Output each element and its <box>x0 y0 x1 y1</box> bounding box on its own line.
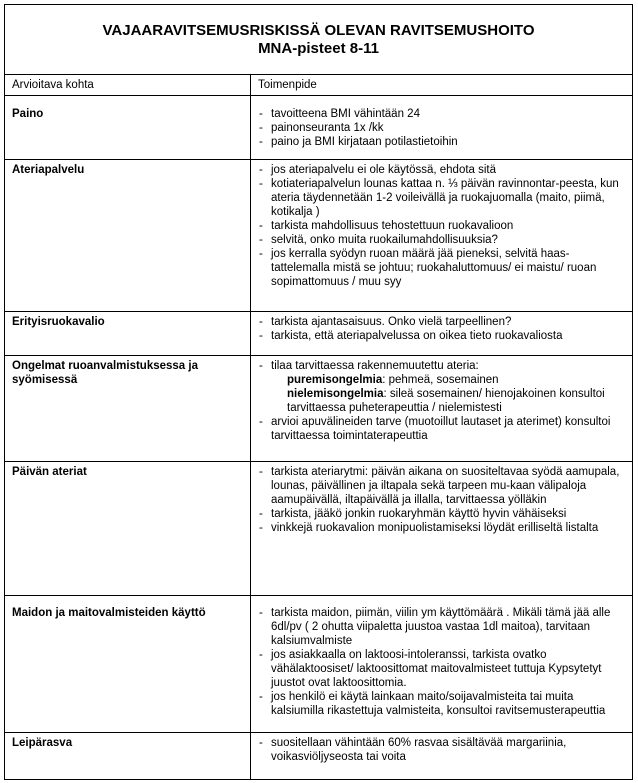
list-item: - tarkista ateriarytmi: päivän aikana on suositeltavaa syödä aamupala, lounas, päivällinen ja iltapala sekä tarpeen mu-kaan välipaloja aamupäivällä, iltapäivällä ja illalla, tarvittaessa yölläkin <box>259 466 620 506</box>
list-item: - paino ja BMI kirjataan potilastietoihin <box>259 136 458 148</box>
sub-item-nielemis: nielemisongelmia: sileä sosemainen/ hienojakoinen konsultoi tarvittaessa puheterapeuttia / nielemistesti <box>287 388 605 414</box>
row-actions <box>251 312 632 343</box>
list-item: - kotiateriapalvelun lounas kattaa n. ⅓ päivän ravinnontar-peesta, kun ateria täydennetään 1-2 voileivällä ja ruokajuomalla (maito, piimä, kotikalja ) <box>259 178 619 218</box>
table-row-erityisruokavalio <box>5 312 632 356</box>
table-row-ongelmat <box>5 356 632 462</box>
title-line-2: MNA-pisteet 8-11 <box>258 40 379 57</box>
list-item: - jos ateriapalvelu ei ole käytössä, ehdota sitä <box>259 164 497 176</box>
list-item: - tarkista, jääkö jonkin ruokaryhmän käyttö hyvin vähäiseksi <box>259 508 567 520</box>
row-label: Ateriapalvelu <box>5 160 251 311</box>
list-item: - jos kerralla syödyn ruoan määrä jää pieneksi, selvitä haas-tattelemalla mistä se johtuu; ruokahaluttomuus/ ei maistu/ ruoan sopimattomuus / muu syy <box>259 248 597 288</box>
row-label: Paino <box>5 96 251 159</box>
header-left: Arvioitava kohta <box>5 75 251 95</box>
header-right: Toimenpide <box>258 79 317 91</box>
document-page <box>4 4 633 780</box>
row-actions <box>251 596 632 718</box>
table-header-row <box>5 75 632 96</box>
row-actions <box>251 96 632 149</box>
row-label: Erityisruokavalio <box>5 312 251 355</box>
list-item: - selvitä, onko muita ruokailumahdollisuuksia? <box>259 234 498 246</box>
list-item: - tavoitteena BMI vähintään 24 <box>259 108 420 120</box>
list-item: - vinkkejä ruokavalion monipuolistamiseksi löydät erilliseltä listalta <box>259 522 599 534</box>
list-item: - jos henkilö ei käytä lainkaan maito/soijavalmisteita tai muita kalsiumilla rikastettuja valmisteita, konsultoi ravitsemusterapeuttia <box>259 691 606 717</box>
table-row-maito <box>5 596 632 733</box>
document-title <box>5 5 632 75</box>
row-actions <box>251 160 632 289</box>
row-actions <box>251 733 632 764</box>
list-item: - suositellaan vähintään 60% rasvaa sisältävää margariinia, voikasviöljyseosta tai voita <box>259 737 567 763</box>
row-actions <box>251 356 632 443</box>
title-line-1: VAJAARAVITSEMUSRISKISSÄ OLEVAN RAVITSEMUSHOITO <box>102 22 535 39</box>
table-row-leiparasva <box>5 733 632 779</box>
row-label: Ongelmat ruoanvalmistuksessa ja syömisessä <box>5 356 251 461</box>
list-item: - tarkista mahdollisuus tehostettuun ruokavalioon <box>259 220 514 232</box>
list-item: - tarkista maidon, piimän, viilin ym käyttömäärä . Mikäli tämä jää alle 6dl/pv ( 2 ohutta viipaletta juustoa vastaa 1dl maitoa), tarvitaan kalsiumvalmiste <box>259 607 611 647</box>
list-item: - tarkista, että ateriapalvelussa on oikea tieto ruokavaliosta <box>259 330 563 342</box>
list-item: - arvioi apuvälineiden tarve (muotoillut lautaset ja aterimet) konsultoi tarvittaessa toimintaterapeuttia <box>259 416 611 442</box>
list-item: - tilaa tarvittaessa rakennemuutettu ateria: puremisongelmia: pehmeä, sosemainen nielemisongelmia: sileä sosemainen/ hienojakoinen konsultoi tarvittaessa puheterapeuttia / nielemistesti <box>258 359 626 415</box>
table-row-ateriapalvelu <box>5 160 632 312</box>
table-row-paivan-ateriat <box>5 462 632 596</box>
row-label: Leipärasva <box>5 733 251 779</box>
list-item: - tarkista ajantasaisuus. Onko vielä tarpeellinen? <box>259 316 512 328</box>
sub-item-puremis: puremisongelmia: pehmeä, sosemainen <box>287 374 499 386</box>
table-row-paino <box>5 96 632 160</box>
list-item: - jos asiakkaalla on laktoosi-intoleranssi, tarkista ovatko vähälaktoosiset/ laktoosittomat maitovalmisteet tuttuja Kypsytetyt juustot ovat laktoosittomia. <box>259 649 602 689</box>
row-label: Päivän ateriat <box>5 462 251 595</box>
row-actions <box>251 462 632 535</box>
row-label: Maidon ja maitovalmisteiden käyttö <box>5 596 251 732</box>
list-item: - painonseuranta 1x /kk <box>259 122 384 134</box>
